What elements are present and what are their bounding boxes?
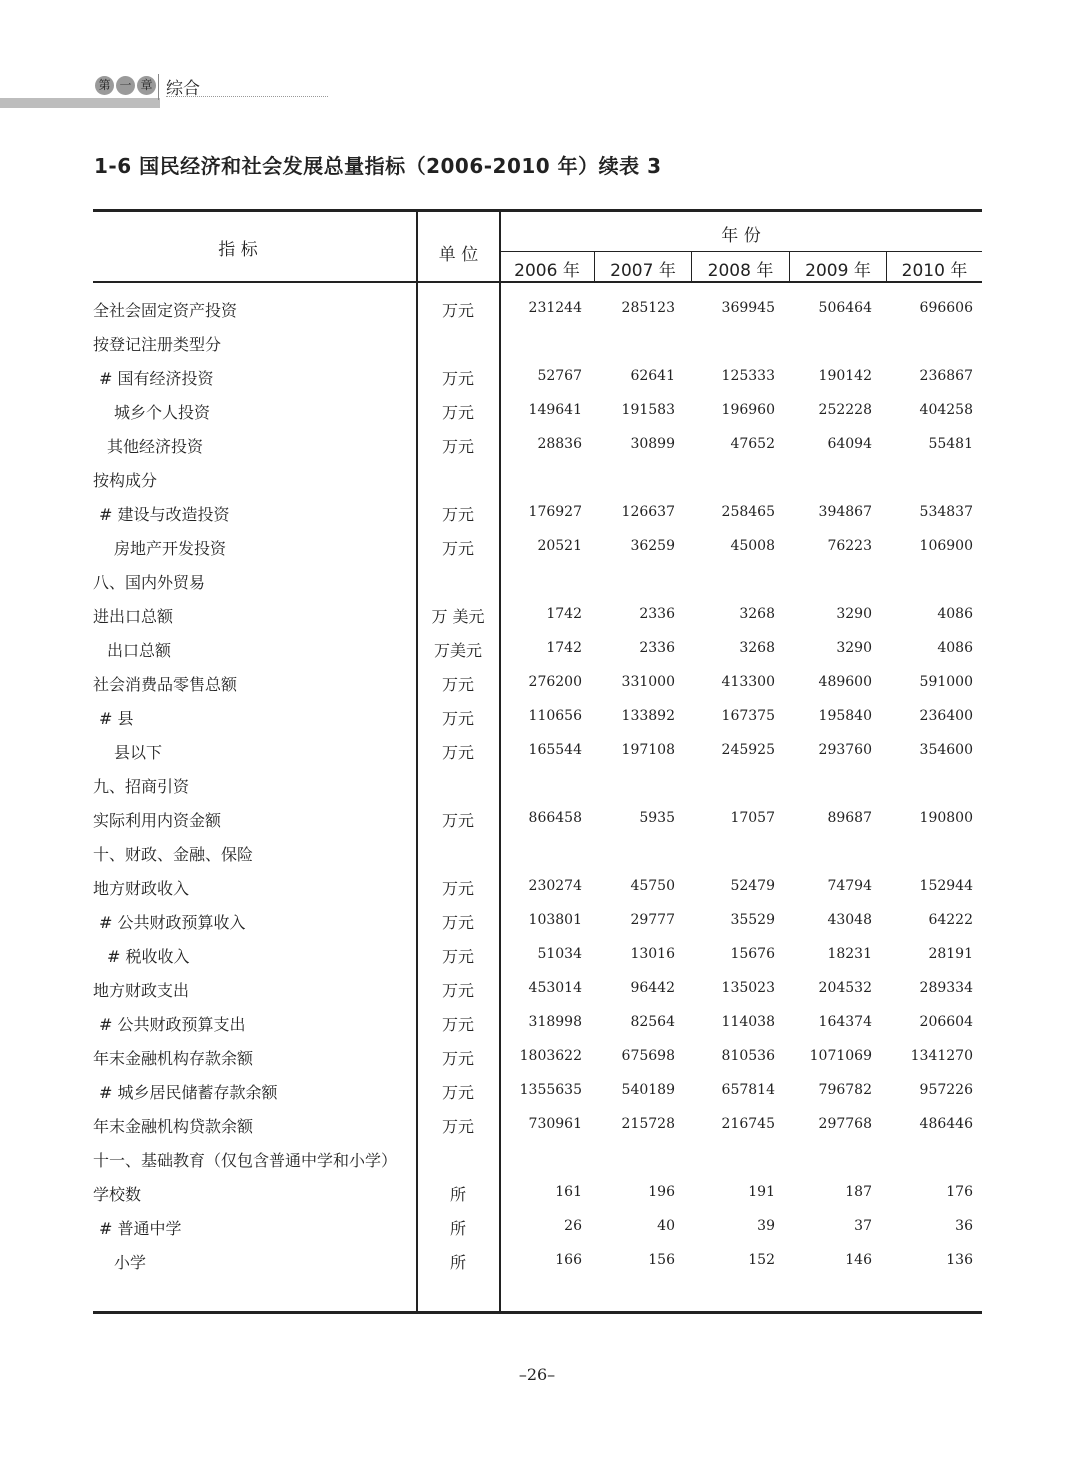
row-label: 年末金融机构存款余额 xyxy=(93,1049,254,1068)
cell-value: 1355635 xyxy=(519,1082,582,1098)
row-unit: 万元 xyxy=(441,743,474,762)
row-label: 城乡个人投资 xyxy=(114,403,211,422)
row-unit: 万元 xyxy=(441,437,474,456)
cell-value: 486446 xyxy=(919,1116,973,1132)
cell-value: 18231 xyxy=(827,946,872,962)
header-year: 2010 年 xyxy=(901,261,968,281)
cell-value: 30899 xyxy=(630,436,675,452)
table-row xyxy=(93,1182,982,1216)
row-label: 年末金融机构贷款余额 xyxy=(93,1117,254,1136)
cell-value: 866458 xyxy=(528,810,582,826)
table-row xyxy=(93,672,982,706)
cell-value: 37 xyxy=(854,1218,872,1234)
cell-value: 297768 xyxy=(818,1116,872,1132)
cell-value: 106900 xyxy=(919,538,973,554)
cell-value: 176 xyxy=(946,1184,973,1200)
row-unit: 万元 xyxy=(441,981,474,1000)
row-label: # 普通中学 xyxy=(99,1219,182,1238)
cell-value: 215728 xyxy=(621,1116,675,1132)
cell-value: 289334 xyxy=(919,980,973,996)
cell-value: 5935 xyxy=(639,810,675,826)
cell-value: 20521 xyxy=(537,538,582,554)
cell-value: 276200 xyxy=(528,674,582,690)
table-row xyxy=(93,434,982,468)
table-row xyxy=(93,468,982,502)
row-unit: 万元 xyxy=(441,1015,474,1034)
cell-value: 191583 xyxy=(621,402,675,418)
cell-value: 293760 xyxy=(818,742,872,758)
cell-value: 126637 xyxy=(621,504,675,520)
table-row xyxy=(93,298,982,332)
header-divider xyxy=(158,74,159,100)
cell-value: 1071069 xyxy=(809,1048,872,1064)
cell-value: 52767 xyxy=(537,368,582,384)
cell-value: 245925 xyxy=(721,742,775,758)
row-label: 房地产开发投资 xyxy=(114,539,227,558)
chapter-char: 章 xyxy=(137,76,156,95)
table-row xyxy=(93,910,982,944)
cell-value: 176927 xyxy=(528,504,582,520)
cell-value: 29777 xyxy=(630,912,675,928)
cell-value: 36 xyxy=(955,1218,973,1234)
cell-value: 110656 xyxy=(528,708,582,724)
row-unit: 万元 xyxy=(441,811,474,830)
row-label: # 县 xyxy=(99,709,134,728)
cell-value: 136 xyxy=(946,1252,973,1268)
row-unit: 万元 xyxy=(441,947,474,966)
cell-value: 2336 xyxy=(639,640,675,656)
cell-value: 39 xyxy=(757,1218,775,1234)
row-unit: 万元 xyxy=(441,1083,474,1102)
page-number: –26– xyxy=(518,1365,556,1384)
cell-value: 166 xyxy=(555,1252,582,1268)
row-unit: 所 xyxy=(449,1185,466,1204)
cell-value: 146 xyxy=(845,1252,872,1268)
cell-value: 591000 xyxy=(919,674,973,690)
cell-value: 152944 xyxy=(919,878,973,894)
table-row xyxy=(93,1216,982,1250)
header-year: 2007 年 xyxy=(610,261,676,281)
cell-value: 1742 xyxy=(546,640,582,656)
cell-value: 152 xyxy=(748,1252,775,1268)
header-year: 2006 年 xyxy=(514,261,580,281)
cell-value: 657814 xyxy=(721,1082,775,1098)
cell-value: 1803622 xyxy=(519,1048,582,1064)
cell-value: 187 xyxy=(845,1184,872,1200)
row-unit: 所 xyxy=(449,1253,466,1272)
table-row xyxy=(93,1148,982,1182)
cell-value: 258465 xyxy=(721,504,775,520)
table-row xyxy=(93,1080,982,1114)
cell-value: 195840 xyxy=(818,708,872,724)
row-label: 十一、基础教育（仅包含普通中学和小学） xyxy=(93,1151,398,1170)
cell-value: 76223 xyxy=(827,538,872,554)
cell-value: 196 xyxy=(648,1184,675,1200)
table-row xyxy=(93,366,982,400)
cell-value: 230274 xyxy=(528,878,582,894)
cell-value: 156 xyxy=(648,1252,675,1268)
row-label: 十、财政、金融、保险 xyxy=(93,845,254,864)
cell-value: 540189 xyxy=(621,1082,675,1098)
header-bottom-rule xyxy=(93,281,982,283)
row-label: # 税收收入 xyxy=(107,947,190,966)
cell-value: 47652 xyxy=(730,436,775,452)
cell-value: 133892 xyxy=(621,708,675,724)
cell-value: 285123 xyxy=(621,300,675,316)
row-label: 学校数 xyxy=(93,1185,142,1204)
table-row xyxy=(93,570,982,604)
cell-value: 318998 xyxy=(528,1014,582,1030)
chapter-char: 第 xyxy=(95,76,114,95)
row-unit: 万元 xyxy=(441,913,474,932)
cell-value: 3268 xyxy=(739,606,775,622)
table-row xyxy=(93,1114,982,1148)
row-unit: 万元 xyxy=(441,539,474,558)
cell-value: 3290 xyxy=(836,640,872,656)
cell-value: 191 xyxy=(748,1184,775,1200)
cell-value: 149641 xyxy=(528,402,582,418)
table-top-rule xyxy=(93,209,982,212)
cell-value: 3268 xyxy=(739,640,775,656)
row-unit: 万元 xyxy=(441,879,474,898)
table-row xyxy=(93,842,982,876)
cell-value: 43048 xyxy=(827,912,872,928)
cell-value: 1742 xyxy=(546,606,582,622)
row-unit: 万元 xyxy=(441,505,474,524)
cell-value: 1341270 xyxy=(910,1048,973,1064)
row-label: 地方财政支出 xyxy=(93,981,190,1000)
cell-value: 331000 xyxy=(621,674,675,690)
cell-value: 52479 xyxy=(730,878,775,894)
row-unit: 万美元 xyxy=(433,641,482,660)
chapter-badge xyxy=(95,76,156,95)
table-row xyxy=(93,944,982,978)
row-unit: 万元 xyxy=(441,709,474,728)
cell-value: 197108 xyxy=(621,742,675,758)
cell-value: 196960 xyxy=(721,402,775,418)
cell-value: 236400 xyxy=(919,708,973,724)
row-label: # 公共财政预算支出 xyxy=(99,1015,246,1034)
year-sub-rule xyxy=(500,251,982,252)
cell-value: 55481 xyxy=(928,436,973,452)
cell-value: 74794 xyxy=(827,878,872,894)
table-row xyxy=(93,978,982,1012)
cell-value: 190142 xyxy=(818,368,872,384)
cell-value: 135023 xyxy=(721,980,775,996)
cell-value: 3290 xyxy=(836,606,872,622)
row-unit: 万元 xyxy=(441,675,474,694)
row-unit: 所 xyxy=(449,1219,466,1238)
cell-value: 190800 xyxy=(919,810,973,826)
chapter-name: 综合 xyxy=(166,79,200,99)
cell-value: 252228 xyxy=(818,402,872,418)
header-dotted-rule xyxy=(166,96,328,97)
cell-value: 64094 xyxy=(827,436,872,452)
header-bar xyxy=(0,98,160,108)
row-label: 八、国内外贸易 xyxy=(93,573,206,592)
cell-value: 40 xyxy=(657,1218,675,1234)
table-row xyxy=(93,774,982,808)
table-row xyxy=(93,536,982,570)
row-label: 全社会固定资产投资 xyxy=(93,301,238,320)
table-row xyxy=(93,706,982,740)
cell-value: 730961 xyxy=(528,1116,582,1132)
cell-value: 216745 xyxy=(721,1116,775,1132)
header-year: 2009 年 xyxy=(805,261,871,281)
table-row xyxy=(93,502,982,536)
cell-value: 167375 xyxy=(721,708,775,724)
row-label: 进出口总额 xyxy=(93,607,174,626)
cell-value: 957226 xyxy=(919,1082,973,1098)
cell-value: 354600 xyxy=(919,742,973,758)
row-label: # 公共财政预算收入 xyxy=(99,913,246,932)
table-row xyxy=(93,1046,982,1080)
cell-value: 28191 xyxy=(928,946,973,962)
header-year: 2008 年 xyxy=(707,261,774,281)
cell-value: 413300 xyxy=(721,674,775,690)
table-row xyxy=(93,740,982,774)
cell-value: 796782 xyxy=(818,1082,872,1098)
cell-value: 17057 xyxy=(730,810,775,826)
cell-value: 35529 xyxy=(730,912,775,928)
table-row xyxy=(93,1012,982,1046)
cell-value: 534837 xyxy=(919,504,973,520)
table-row xyxy=(93,400,982,434)
cell-value: 114038 xyxy=(721,1014,775,1030)
cell-value: 204532 xyxy=(818,980,872,996)
cell-value: 506464 xyxy=(818,300,872,316)
row-label: 社会消费品零售总额 xyxy=(93,675,238,694)
cell-value: 404258 xyxy=(919,402,973,418)
row-label: 小学 xyxy=(114,1253,147,1272)
cell-value: 89687 xyxy=(827,810,872,826)
table-row xyxy=(93,1250,982,1284)
cell-value: 26 xyxy=(564,1218,582,1234)
row-label: 地方财政收入 xyxy=(93,879,190,898)
row-unit: 万 美元 xyxy=(431,607,485,626)
table-row xyxy=(93,638,982,672)
row-label: # 城乡居民储蓄存款余额 xyxy=(99,1083,278,1102)
row-label: 实际利用内资金额 xyxy=(93,811,222,830)
header-indicator: 指 标 xyxy=(218,240,258,260)
cell-value: 2336 xyxy=(639,606,675,622)
cell-value: 810536 xyxy=(721,1048,775,1064)
cell-value: 4086 xyxy=(937,640,973,656)
cell-value: 13016 xyxy=(630,946,675,962)
cell-value: 4086 xyxy=(937,606,973,622)
cell-value: 28836 xyxy=(537,436,582,452)
chapter-char: 一 xyxy=(116,76,135,95)
row-label: 出口总额 xyxy=(107,641,172,660)
row-label: 九、招商引资 xyxy=(93,777,190,796)
row-unit: 万元 xyxy=(441,301,474,320)
cell-value: 675698 xyxy=(621,1048,675,1064)
cell-value: 96442 xyxy=(630,980,675,996)
cell-value: 489600 xyxy=(818,674,872,690)
cell-value: 453014 xyxy=(528,980,582,996)
table-row xyxy=(93,876,982,910)
cell-value: 164374 xyxy=(818,1014,872,1030)
row-label: 其他经济投资 xyxy=(107,437,204,456)
row-unit: 万元 xyxy=(441,369,474,388)
header-year-group: 年 份 xyxy=(721,226,761,246)
cell-value: 161 xyxy=(555,1184,582,1200)
row-unit: 万元 xyxy=(441,1117,474,1136)
table-row xyxy=(93,808,982,842)
table-bottom-rule xyxy=(93,1311,982,1314)
cell-value: 231244 xyxy=(528,300,582,316)
cell-value: 165544 xyxy=(528,742,582,758)
row-label: 按登记注册类型分 xyxy=(93,335,222,354)
cell-value: 64222 xyxy=(928,912,973,928)
cell-value: 45750 xyxy=(630,878,675,894)
cell-value: 696606 xyxy=(919,300,973,316)
cell-value: 62641 xyxy=(630,368,675,384)
cell-value: 36259 xyxy=(630,538,675,554)
row-unit: 万元 xyxy=(441,403,474,422)
row-unit: 万元 xyxy=(441,1049,474,1068)
row-label: # 国有经济投资 xyxy=(99,369,214,388)
cell-value: 82564 xyxy=(630,1014,675,1030)
header-unit: 单 位 xyxy=(438,245,479,265)
cell-value: 51034 xyxy=(537,946,582,962)
row-label: # 建设与改造投资 xyxy=(99,505,230,524)
cell-value: 369945 xyxy=(721,300,775,316)
cell-value: 394867 xyxy=(818,504,872,520)
cell-value: 206604 xyxy=(919,1014,973,1030)
cell-value: 103801 xyxy=(528,912,582,928)
cell-value: 15676 xyxy=(730,946,775,962)
table-row xyxy=(93,332,982,366)
cell-value: 45008 xyxy=(730,538,775,554)
row-label: 县以下 xyxy=(114,743,163,762)
row-label: 按构成分 xyxy=(93,471,158,490)
cell-value: 236867 xyxy=(919,368,973,384)
table-title: 1-6 国民经济和社会发展总量指标（2006-2010 年）续表 3 xyxy=(94,154,662,178)
cell-value: 125333 xyxy=(721,368,775,384)
table-row xyxy=(93,604,982,638)
